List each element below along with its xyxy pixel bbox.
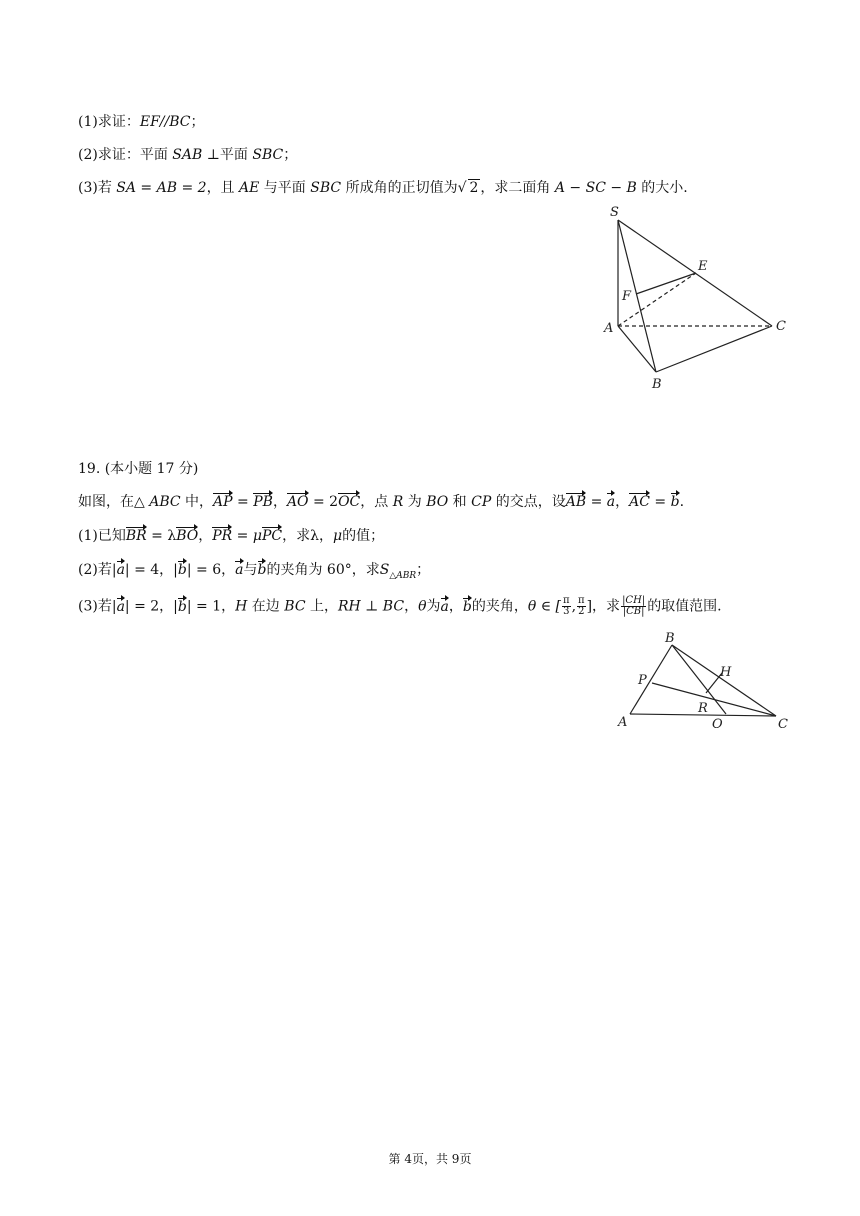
label-e: E [698,259,708,274]
q18-part2: (2)求证：平面 SAB ⊥平面 SBC； [78,147,298,163]
label-b: B [665,631,675,646]
label-s: S [610,205,619,220]
label-a: A [604,321,614,336]
q18-part1: (1)求证：EF//BC； [78,114,205,130]
page-footer: 第 4页，共 9页 [388,1152,472,1166]
q19-part1: (1)已知BR = λBO，PR = μPC，求λ，μ的值； [78,528,385,544]
q19-intro: 如图，在△ ABC 中，AP = PB，AO = 2OC，点 R 为 BO 和 CP 的交点，设AB = a，AC = b. [78,494,685,510]
label-b: B [652,377,662,392]
label-o: O [712,717,723,732]
q19-header: 19. (本小题 17 分) [78,461,199,477]
label-c: C [776,319,786,334]
label-c: C [778,717,788,732]
label-p: P [638,673,647,688]
tetrahedron-figure [590,200,800,395]
label-r: R [698,701,708,716]
q18-part3: (3)若 SA = AB = 2，且 AE 与平面 SBC 所成角的正切值为√ 2 ，求二面角 A − SC − B 的大小. [78,180,688,196]
triangle-figure [610,628,800,738]
label-f: F [622,289,632,304]
label-a: A [618,715,628,730]
label-h: H [720,665,732,680]
q19-part2: (2)若|a| = 4，|b| = 6，a与b的夹角为 60°，求$S_{\triangle ABR}$； [78,562,431,581]
q19-part3: (3)若|a| = 2，|b| = 1，H 在边 BC 上，RH ⊥ BC，θ为a，b的夹角，θ ∈ [ $\frac{\pi}{3}$ , $\frac{\pi}{2}$ ]，求 $\frac{|CH|}{|CB|}$ 的取值范围. [78,595,722,617]
